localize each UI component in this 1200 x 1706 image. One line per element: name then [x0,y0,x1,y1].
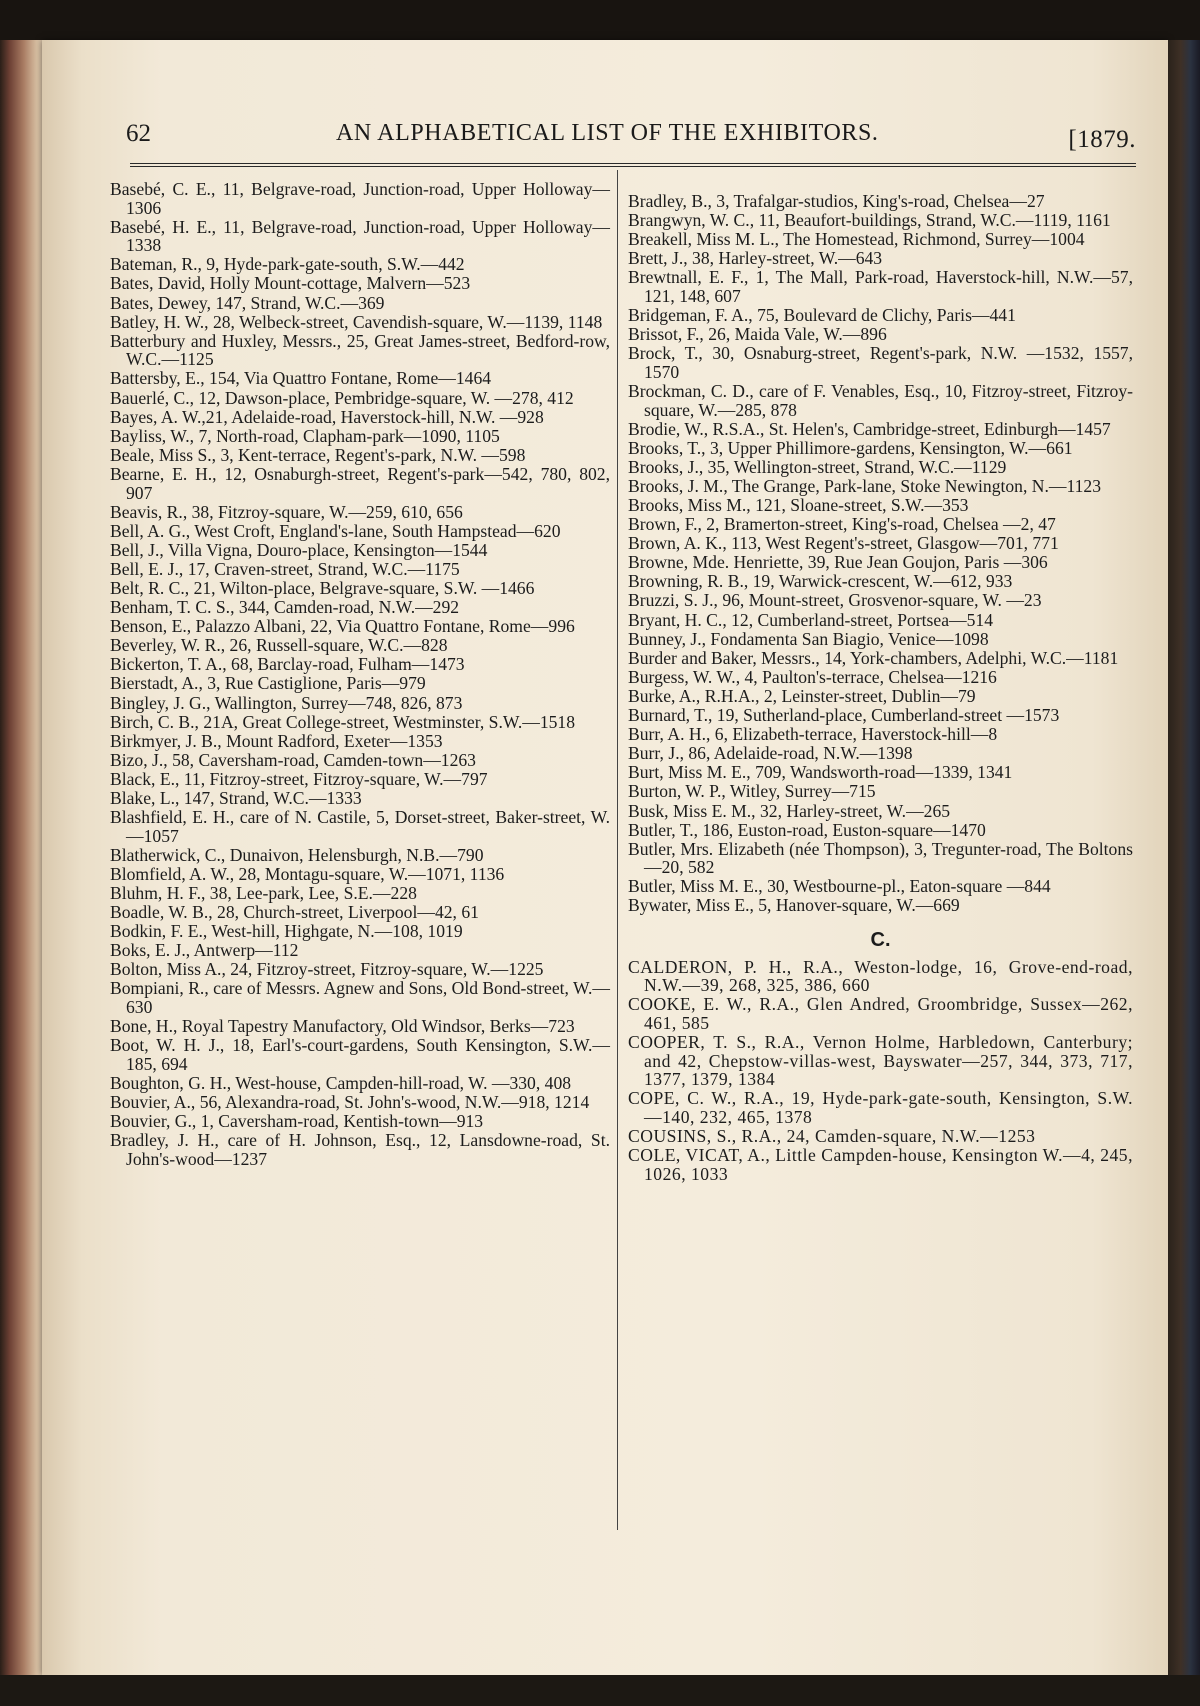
list-item: Boot, W. H. J., 18, Earl's-court-gardens, South Kensington, S.W.—185, 694 [110,1035,610,1074]
list-item: Brodie, W., R.S.A., St. Helen's, Cambridge-street, Edinburgh—1457 [628,418,1111,439]
list-item: Bearne, E. H., 12, Osnaburgh-street, Regent's-park—542, 780, 802, 907 [110,463,610,503]
section-heading-c: C. [870,929,891,952]
list-item: COPE, C. W., R.A., 19, Hyde-park-gate-south, Kensington, S.W.—140, 232, 465, 1378 [628,1088,1133,1127]
list-item: Bayes, A. W.,21, Adelaide-road, Haverstock-hill, N.W. —928 [110,406,544,427]
list-item: Brockman, C. D., care of F. Venables, Esq., 10, Fitzroy-street, Fitzroy-square, W.—285, 878 [628,380,1133,420]
list-item: Batley, H. W., 28, Welbeck-street, Cavendish-square, W.—1139, 1148 [110,311,603,332]
list-item: Butler, Miss M. E., 30, Westbourne-pl., Eaton-square —844 [628,876,1051,897]
list-item: Burnard, T., 19, Sutherland-place, Cumberland-street —1573 [628,705,1060,726]
year-label: [1879. [1068,126,1136,153]
list-item: Benham, T. C. S., 344, Camden-road, N.W.—292 [110,597,460,618]
list-item: Burton, W. P., Witley, Surrey—715 [628,781,876,802]
list-item: Basebé, H. E., 11, Belgrave-road, Junction-road, Upper Holloway—1338 [110,216,610,256]
list-item: Battersby, E., 154, Via Quattro Fontane, Rome—1464 [110,368,492,389]
list-item: Butler, Mrs. Elizabeth (née Thompson), 3, Tregunter-road, The Boltons—20, 582 [628,838,1133,878]
list-item: Bridgeman, F. A., 75, Boulevard de Clichy, Paris—441 [628,305,1016,326]
list-item: Breakell, Miss M. L., The Homestead, Richmond, Surrey—1004 [628,229,1085,250]
list-item: Butler, T., 186, Euston-road, Euston-square—1470 [628,819,986,840]
book-cover-edge [1168,40,1200,1680]
list-item: Boughton, G. H., West-house, Campden-hill-road, W. —330, 408 [110,1072,572,1093]
list-item: Browning, R. B., 19, Warwick-crescent, W.—612, 933 [628,571,1013,592]
list-item: Browne, Mde. Henriette, 39, Rue Jean Goujon, Paris —306 [628,552,1048,573]
column-divider [617,170,618,1530]
list-item: Brown, A. K., 113, West Regent's-street, Glasgow—701, 771 [628,533,1059,554]
list-item: COUSINS, S., R.A., 24, Camden-square, N.W.—1253 [628,1126,1036,1146]
list-item: Blatherwick, C., Dunaivon, Helensburgh, N.B.—790 [110,844,484,865]
list-item: Belt, R. C., 21, Wilton-place, Belgrave-square, S.W. —1466 [110,577,535,598]
list-item: Bruzzi, S. J., 96, Mount-street, Grosvenor-square, W. —23 [628,590,1042,611]
list-item: Bateman, R., 9, Hyde-park-gate-south, S.W.—442 [110,254,465,275]
list-item: Bompiani, R., care of Messrs. Agnew and Sons, Old Bond-street, W.—630 [110,978,610,1018]
left-column [110,180,610,1169]
list-item: Burr, J., 86, Adelaide-road, N.W.—1398 [628,743,913,764]
list-item: Boks, E. J., Antwerp—112 [110,940,299,961]
list-item: Burke, A., R.H.A., 2, Leinster-street, Dublin—79 [628,685,976,706]
list-item: Bates, Dewey, 147, Strand, W.C.—369 [110,292,385,313]
list-item: Brissot, F., 26, Maida Vale, W.—896 [628,324,887,345]
list-item: Brown, F., 2, Bramerton-street, King's-road, Chelsea —2, 47 [628,514,1056,535]
list-item: Bizo, J., 58, Caversham-road, Camden-town—1263 [110,749,476,770]
list-item: Birkmyer, J. B., Mount Radford, Exeter—1353 [110,730,443,751]
list-item: Brooks, Miss M., 121, Sloane-street, S.W.—353 [628,495,969,515]
running-title: AN ALPHABETICAL LIST OF THE EXHIBITORS. [336,120,879,146]
list-item: Brock, T., 30, Osnaburg-street, Regent's-park, N.W. —1532, 1557, 1570 [628,343,1133,382]
list-item: Bluhm, H. F., 38, Lee-park, Lee, S.E.—228 [110,882,417,903]
header-rule [130,163,1136,164]
list-item: Brooks, T., 3, Upper Phillimore-gardens, Kensington, W.—661 [628,437,1073,458]
list-item: Bone, H., Royal Tapestry Manufactory, Old Windsor, Berks—723 [110,1016,575,1037]
list-item: Busk, Miss E. M., 32, Harley-street, W.—265 [628,800,951,821]
list-item: Burr, A. H., 6, Elizabeth-terrace, Haverstock-hill—8 [628,724,998,745]
right-column [628,192,1133,1184]
list-item: Bunney, J., Fondamenta San Biagio, Venice—1098 [628,628,989,649]
list-item: Benson, E., Palazzo Albani, 22, Via Quattro Fontane, Rome—996 [110,616,575,637]
list-item: Bayliss, W., 7, North-road, Clapham-park—1090, 1105 [110,425,500,446]
list-item: Bradley, J. H., care of H. Johnson, Esq., 12, Lansdowne-road, St. John's-wood—1237 [110,1130,610,1169]
list-item: Bell, A. G., West Croft, England's-lane, South Hampstead—620 [110,520,561,541]
list-item: COOKE, E. W., R.A., Glen Andred, Groombridge, Sussex—262, 461, 585 [628,994,1133,1033]
list-item: Bouvier, A., 56, Alexandra-road, St. John's-wood, N.W.—918, 1214 [110,1092,590,1112]
list-item: Burt, Miss M. E., 709, Wandsworth-road—1339, 1341 [628,762,1013,783]
running-header [126,112,1136,164]
header-rule-double [130,166,1136,167]
list-item: Brooks, J., 35, Wellington-street, Strand, W.C.—1129 [628,456,1007,477]
list-item: Bell, J., Villa Vigna, Douro-place, Kensington—1544 [110,539,488,560]
list-item: Bierstadt, A., 3, Rue Castiglione, Paris—979 [110,673,426,694]
list-item: Brewtnall, E. F., 1, The Mall, Park-road, Haverstock-hill, N.W.—57, 121, 148, 607 [628,267,1133,306]
list-item: Blake, L., 147, Strand, W.C.—1333 [110,788,362,808]
list-item: Bates, David, Holly Mount-cottage, Malvern—523 [110,273,471,294]
list-item: Brett, J., 38, Harley-street, W.—643 [628,248,883,269]
list-item: Boadle, W. B., 28, Church-street, Liverpool—42, 61 [110,902,479,923]
list-item: Brooks, J. M., The Grange, Park-lane, Stoke Newington, N.—1123 [628,475,1102,496]
list-item: Bodkin, F. E., West-hill, Highgate, N.—108, 1019 [110,921,463,942]
list-item: Bauerlé, C., 12, Dawson-place, Pembridge-square, W. —278, 412 [110,387,574,408]
list-item: Beverley, W. R., 26, Russell-square, W.C.—828 [110,635,448,656]
list-item: COLE, VICAT, A., Little Campden-house, Kensington W.—4, 245, 1026, 1033 [628,1145,1133,1184]
list-item: Bickerton, T. A., 68, Barclay-road, Fulham—1473 [110,654,465,675]
list-item: Bradley, B., 3, Trafalgar-studios, King's-road, Chelsea—27 [628,191,1045,211]
list-item: Bouvier, G., 1, Caversham-road, Kentish-town—913 [110,1111,484,1132]
list-item: Basebé, C. E., 11, Belgrave-road, Junction-road, Upper Holloway—1306 [110,179,610,218]
list-item: COOPER, T. S., R.A., Vernon Holme, Harbledown, Canterbury; and 42, Chepstow-villas-west, Bayswater—257, 344, 373, 717, 1377, 1379, 1384 [628,1032,1133,1090]
list-item: Bell, E. J., 17, Craven-street, Strand, W.C.—1175 [110,558,460,579]
list-item: Burgess, W. W., 4, Paulton's-terrace, Chelsea—1216 [628,666,997,687]
list-item: Burder and Baker, Messrs., 14, York-chambers, Adelphi, W.C.—1181 [628,647,1119,668]
background-bottom [0,1675,1200,1706]
list-item: Brangwyn, W. C., 11, Beaufort-buildings, Strand, W.C.—1119, 1161 [628,210,1111,231]
list-item: Blashfield, E. H., care of N. Castile, 5, Dorset-street, Baker-street, W.—1057 [110,807,610,846]
list-item: Beale, Miss S., 3, Kent-terrace, Regent's-park, N.W. —598 [110,444,526,465]
list-item: Birch, C. B., 21A, Great College-street, Westminster, S.W.—1518 [110,711,576,732]
list-item: Batterbury and Huxley, Messrs., 25, Great James-street, Bedford-row, W.C.—1125 [110,330,610,370]
list-item: Bingley, J. G., Wallington, Surrey—748, 826, 873 [110,692,463,713]
list-item: Blomfield, A. W., 28, Montagu-square, W.—1071, 1136 [110,863,505,884]
list-item: Bywater, Miss E., 5, Hanover-square, W.—669 [628,895,960,916]
list-item: Bolton, Miss A., 24, Fitzroy-street, Fitzroy-square, W.—1225 [110,959,544,980]
list-item: Bryant, H. C., 12, Cumberland-street, Portsea—514 [628,609,994,630]
page-number: 62 [126,120,151,147]
list-item: Beavis, R., 38, Fitzroy-square, W.—259, 610, 656 [110,501,463,522]
list-item: Black, E., 11, Fitzroy-street, Fitzroy-square, W.—797 [110,768,488,789]
list-item: CALDERON, P. H., R.A., Weston-lodge, 16, Grove-end-road, N.W.—39, 268, 325, 386, 660 [628,956,1133,996]
